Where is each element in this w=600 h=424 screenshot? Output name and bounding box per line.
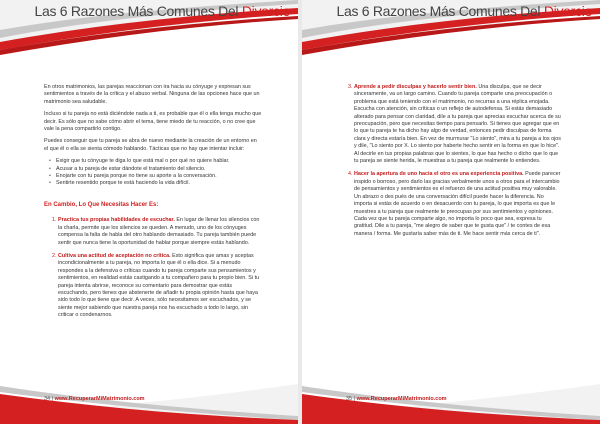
item-body: Esto significa que amas y aceptas incondicionalmente a tu pareja, no importa lo que él o ella dice. Si a menudo respondes a la defensiva o críticas cuando tu pareja comparte sus pensamientos y sentimientos, en realidad estás castigando a tu compañero para tu propio bien. Si tu pareja intenta abrirse, reconoce su comentario para demostrar que estás escuchando, pero tienes que abstenerte de añadir tu propia opinión hasta que haya sido todo lo que tiene que decir. A veces, sólo necesitamos ser escuchados, y se siente mejor sabiendo que nuestra pareja nos ha escuchado a todo lo largo, sin criticar o condenarnos. bbox=[58, 252, 260, 319]
website-link[interactable]: www.RecuperarMiMatrimonio.com bbox=[356, 396, 447, 402]
left-page-content bbox=[44, 84, 262, 326]
item-lead: Hacer la apertura de uno hacia el otro es una experiencia positiva. bbox=[354, 171, 524, 178]
list-item bbox=[58, 217, 262, 247]
item-lead: Cultiva una actitud de aceptación no crítica. bbox=[58, 252, 171, 259]
item-lead: Aprende a pedir disculpas y hacerlo sentir bien. bbox=[354, 84, 477, 90]
paragraph: En otros matrimonios, las parejas reaccionan con ira hacia su cónyuge y expresan sus sentimientos a través de la crítica y el abuso verbal. Ninguna de las opciones hace que un matrimonio sea saludable. bbox=[44, 84, 260, 105]
list-item: • Enojarte con tu pareja porque no tiene su aporte a la conversación. bbox=[56, 173, 262, 180]
bullet-list bbox=[44, 158, 262, 188]
list-item: • Acusar a tu pareja de estar dándote el tratamiento del silencio. bbox=[56, 166, 262, 173]
page-number: 34 bbox=[44, 396, 51, 402]
left-page bbox=[0, 0, 298, 424]
header-title: Las 6 Razones Más Comunes Del Divorcio bbox=[34, 3, 290, 19]
list-item bbox=[58, 253, 262, 320]
right-page-content bbox=[340, 84, 562, 244]
numbered-list bbox=[44, 217, 262, 319]
section-heading: En Cambio, Lo Que Necesitas Hacer Es: bbox=[44, 201, 159, 208]
list-item: • Sentirte resentido porque te está haciendo la vida difícil. bbox=[56, 180, 262, 187]
website-link[interactable]: www.RecuperarMiMatrimonio.com bbox=[54, 396, 145, 402]
item-lead: Practica tus propias habilidades de escuchar. bbox=[58, 217, 175, 224]
item-body: Puede parecer inspido o borroso, pero darlo las gracias verbalmente unos a otros para el intercambio de pensamientos y sentimientos es el refuerzo de una actitud positiva muy valorable. Un abrazo o des pués de una conversación difícil puede hacer la diferencia. No importa si estás de acuerdo o en desacuerdo con tu pareja, lo que importa es que le muestres a tu pareja que realmente te preocupas por sus sentimientos y opiniones. Cada vez que tu pareja comparte algo, no importa lo poco que sea, expresa tu gratitud. Dile a tu pareja, "me alegro de saber que te gusta que" / te contes de esa manera / forma. Me gustaría saber más de ti. Me hace sentir más cerca de ti". bbox=[354, 171, 561, 237]
list-item bbox=[354, 84, 562, 165]
item-body: Una disculpa, que se decir sinceramente, va un largo camino. Cuando tu pareja comparte una preocupación o problema que está teniendo con el matrimonio, no recurras a una réplica enojada. Escucha con atención, sin críticas o un reflejo de autodefensa. Si estás demasiado alterado para pensar con claridad, dile a tu pareja que aprecias escuchar acerca de su preocupación, pero que necesitas tiempo para pensarlo. Si tienes que agregar que en lo que tu pareja te ha dicho hay algo de verdad, entonces pedir disculpas de forma clara y directa estaría bien. En vez de murmurar "Lo siento", mira a tu pareja a los ojos y dile, "Lo siento por X. Lo siento por haberte hecho sentir en la forma en que lo hice". Al decirle en tus propias palabras que lo sientes, lo que has hecho o dicho que lo que tu pareja se siente herida, le muestras a tu pareja que realmente lo entiendes. bbox=[354, 84, 561, 165]
page-number: 35 bbox=[346, 396, 353, 402]
header-title: Las 6 Razones Más Comunes Del Divorcio bbox=[336, 3, 592, 19]
numbered-list bbox=[340, 84, 562, 238]
item-body: En lugar de llenar los silencios con la charla, permite que los silencios se queden. A menudo, uno de los cónyuges compensa la falta de habla del otro hablando demasiado. Tu pareja también puede sentir que nunca tiene la oportunidad de hablar porque siempre estás hablando. bbox=[58, 217, 260, 246]
page-footer: 34 | www.RecuperarMiMatrimonio.com bbox=[44, 396, 145, 402]
list-item: • Exigir que tu cónyuge te diga lo que está mal o por qué no quiere hablar. bbox=[56, 158, 262, 165]
footer-swoosh-right bbox=[302, 364, 600, 424]
page-footer: 35 | www.RecuperarMiMatrimonio.com bbox=[346, 396, 447, 402]
paragraph: Puedes conseguir que tu pareja se abra de nuevo mediante la creación de un entorno en el que él o ella se sienta cómodo hablando. Tácticas que no hay que intentar incluir: bbox=[44, 138, 257, 152]
list-item bbox=[354, 171, 562, 238]
paragraph: Incluso si tu pareja no está diciéndote nada a ti, es probable que él o ella tenga mucho que decir. Es sólo que no sabe cómo abrir el tema, tiene miedo de tu reacción, o no cree que vale la pena compartirlo contigo. bbox=[44, 111, 262, 133]
right-page bbox=[302, 0, 600, 424]
footer-swoosh-left bbox=[0, 364, 298, 424]
